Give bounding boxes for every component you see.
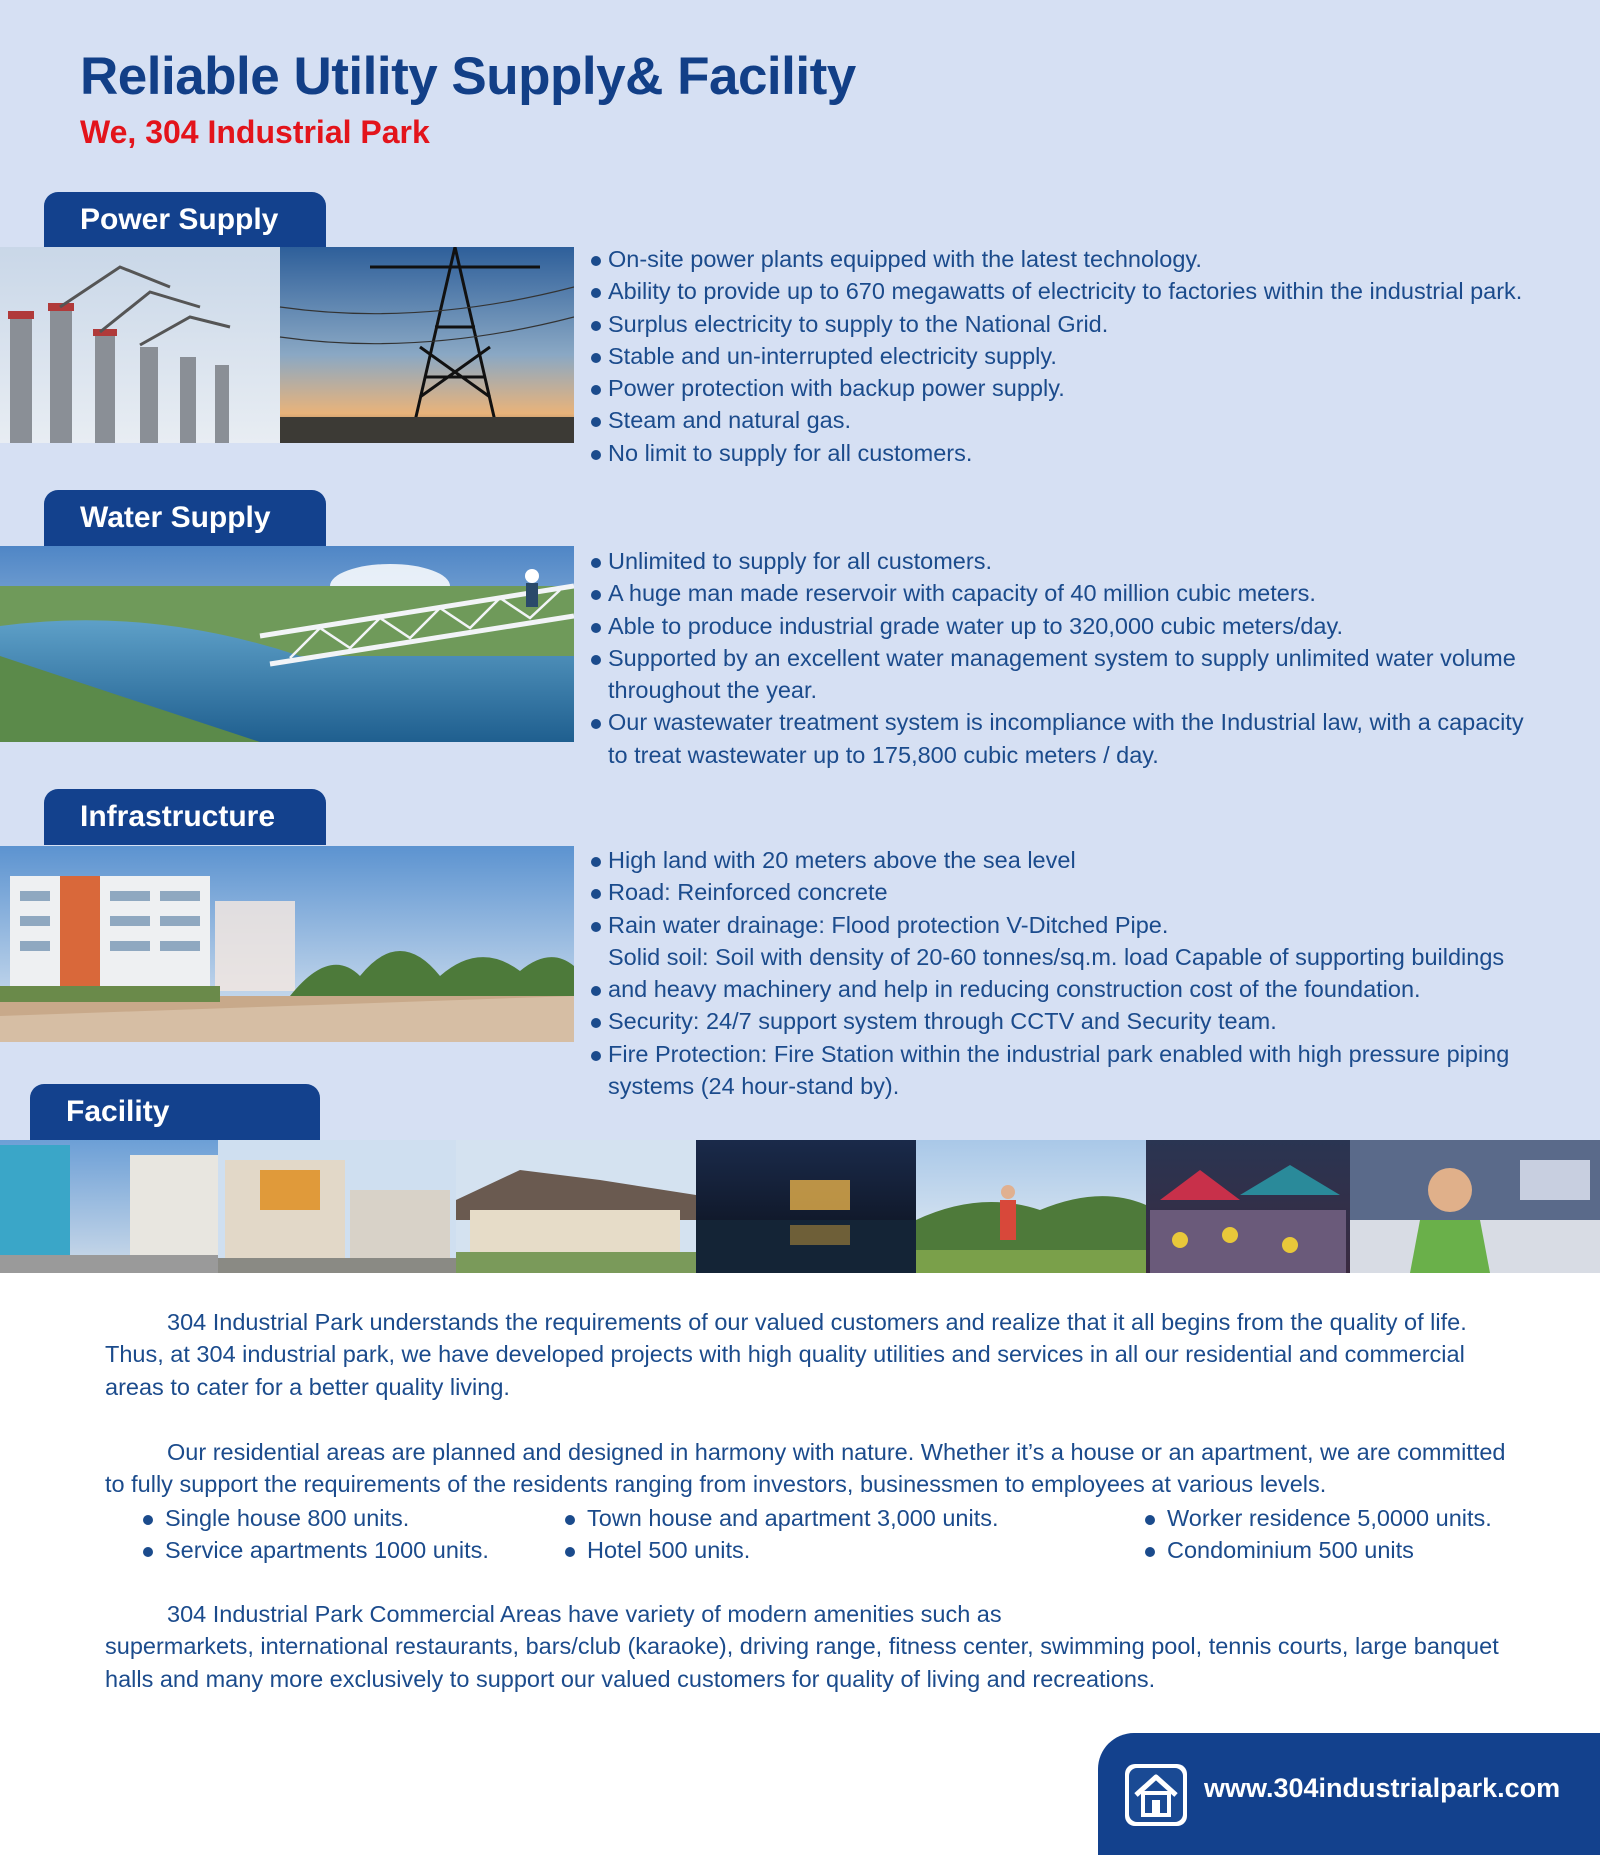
list-item: Our wastewater treatment system is incompliance with the Industrial law, with a capacity	[590, 706, 1524, 738]
paragraph-commercial	[105, 1598, 1555, 1695]
facility-photo-apartments	[0, 1140, 218, 1273]
paragraph-line: 304 Industrial Park Commercial Areas have variety of modern amenities such as	[167, 1601, 1002, 1627]
power-supply-photo	[0, 247, 574, 443]
list-item-continued: to treat wastewater up to 175,800 cubic meters / day.	[608, 741, 1159, 768]
list-item: A huge man made reservoir with capacity of 40 million cubic meters.	[590, 577, 1524, 609]
water-supply-list	[590, 545, 1524, 771]
list-item: Power protection with backup power supply.	[590, 372, 1522, 404]
list-item: Hotel 500 units.	[562, 1534, 999, 1566]
paragraph-line: areas to cater for a better quality living.	[105, 1373, 510, 1400]
page-subtitle: We, 304 Industrial Park	[80, 114, 430, 150]
facility-photo-vendor	[1350, 1140, 1600, 1273]
paragraph-line: halls and many more exclusively to support our valued customers for quality of living and recreations.	[105, 1665, 1156, 1692]
tab-water-supply: Water Supply	[44, 490, 326, 546]
facility-photo-town-houses	[218, 1140, 456, 1273]
home-icon	[1124, 1763, 1188, 1827]
page-title: Reliable Utility Supply& Facility	[80, 47, 856, 106]
tab-power-supply: Power Supply	[44, 192, 326, 248]
list-item: Supported by an excellent water management system to supply unlimited water volume	[590, 642, 1524, 674]
paragraph-line: Our residential areas are planned and designed in harmony with nature. Whether it’s a house or an apartment, we are committed	[167, 1439, 1506, 1465]
list-item-continued: systems (24 hour-stand by).	[608, 1073, 900, 1100]
list-item-continued: throughout the year.	[608, 677, 818, 704]
facility-photo-single-houses	[456, 1140, 696, 1273]
power-supply-list	[590, 243, 1522, 469]
infrastructure-list	[590, 844, 1509, 1102]
paragraph-line: supermarkets, international restaurants, bars/club (karaoke), driving range, fitness center, swimming pool, tennis courts, large banquet	[105, 1633, 1499, 1660]
facility-photo-golf	[916, 1140, 1146, 1273]
list-item: and heavy machinery and help in reducing construction cost of the foundation.	[590, 973, 1509, 1005]
list-item: No limit to supply for all customers.	[590, 437, 1522, 469]
list-item: Security: 24/7 support system through CCTV and Security team.	[590, 1005, 1509, 1037]
list-item: Able to produce industrial grade water up to 320,000 cubic meters/day.	[590, 610, 1524, 642]
list-item: Road: Reinforced concrete	[590, 876, 1509, 908]
list-item: On-site power plants equipped with the latest technology.	[590, 243, 1522, 275]
paragraph-quality-of-life	[105, 1306, 1555, 1403]
paragraph-line: Thus, at 304 industrial park, we have developed projects with high quality utilities and services in all our residential and commercial	[105, 1341, 1465, 1368]
footer-banner	[1098, 1733, 1600, 1855]
list-item: Ability to provide up to 670 megawatts of electricity to factories within the industrial park.	[590, 275, 1522, 307]
list-item: Condominium 500 units	[1142, 1534, 1492, 1566]
list-item: Worker residence 5,0000 units.	[1142, 1502, 1492, 1534]
list-item: High land with 20 meters above the sea level	[590, 844, 1509, 876]
website-url[interactable]: www.304industrialpark.com	[1204, 1773, 1561, 1803]
paragraph-residential	[105, 1436, 1555, 1501]
paragraph-line: 304 Industrial Park understands the requirements of our valued customers and realize that it all begins from the quality of life.	[167, 1309, 1467, 1335]
tab-facility: Facility	[30, 1084, 320, 1140]
list-item: Surplus electricity to supply to the National Grid.	[590, 308, 1522, 340]
list-item: Unlimited to supply for all customers.	[590, 545, 1524, 577]
facility-photo-night-market	[1146, 1140, 1350, 1273]
list-item: Service apartments 1000 units.	[140, 1534, 489, 1566]
tab-infrastructure: Infrastructure	[44, 789, 326, 845]
list-item: Fire Protection: Fire Station within the industrial park enabled with high pressure piping	[590, 1038, 1509, 1070]
water-supply-photo	[0, 546, 574, 742]
list-item: Town house and apartment 3,000 units.	[562, 1502, 999, 1534]
list-item: Stable and un-interrupted electricity supply.	[590, 340, 1522, 372]
list-item: Single house 800 units.	[140, 1502, 489, 1534]
facility-photo-strip	[0, 1140, 1600, 1273]
list-item: Rain water drainage: Flood protection V-Ditched Pipe.	[590, 909, 1509, 941]
infrastructure-photo	[0, 846, 574, 1042]
paragraph-line: to fully support the requirements of the residents ranging from investors, businessmen to employees at various levels.	[105, 1471, 1327, 1498]
facility-photo-hotel-night	[696, 1140, 916, 1273]
list-item-continued: Solid soil: Soil with density of 20-60 tonnes/sq.m. load Capable of supporting buildings	[608, 943, 1505, 970]
list-item: Steam and natural gas.	[590, 404, 1522, 436]
